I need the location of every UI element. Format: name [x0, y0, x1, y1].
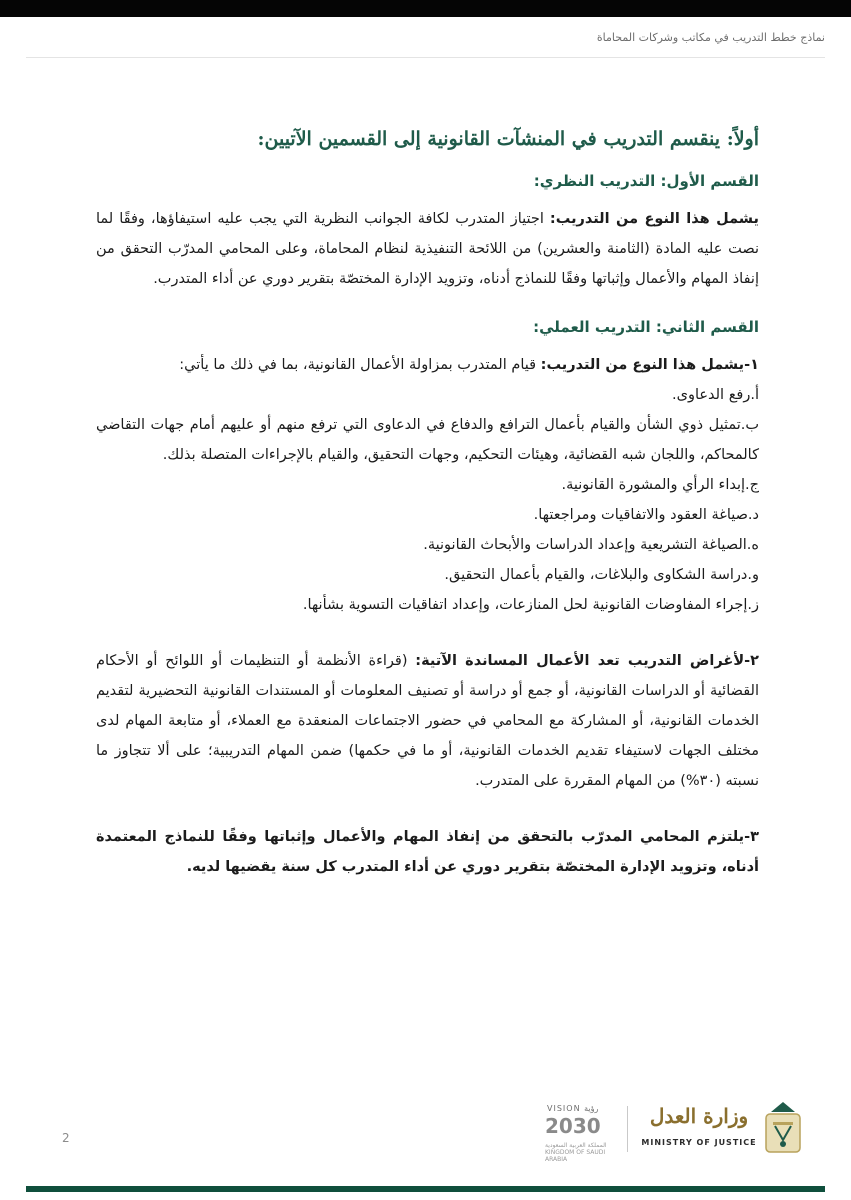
sub-item-a: أ.رفع الدعاوى. — [672, 387, 759, 403]
document-body — [96, 128, 759, 882]
vision-year: 2030 — [545, 1114, 601, 1138]
sub-item-z: ز.إجراء المفاوضات القانونية لحل المنازعات، وإعداد اتفاقيات التسوية بشأنها. — [302, 597, 759, 613]
section2-item2 — [96, 646, 759, 796]
main-heading: أولاً: ينقسم التدريب في المنشآت القانونية إلى القسمين الآتيين: — [257, 128, 759, 150]
page-header — [26, 23, 825, 58]
sub-item-h: ه.الصياغة التشريعية وإعداد الدراسات والأبحاث القانونية. — [423, 537, 759, 553]
section2-item2-text: (قراءة الأنظمة أو التنظيمات أو اللوائح أو الأحكام القضائية أو الدراسات القانونية، أو جمع أو دراسة أو تصنيف المعلومات أو المستندات القانونية التحضيرية لتقديم الخدمات القانونية، أو المشاركة مع المحامي في حضور الاجتماعات المنعقدة مع العملاء، أو متابعة المهام لدى مختلف الجهات لاستيفاء تقديم الخدمات القانونية، أو ما في حكمها) ضمن المهام التدريبية؛ على ألا تتجاوز ما نسبته (٣٠%) من المهام المقررة على المتدرب. — [96, 653, 759, 789]
logo-divider — [627, 1106, 628, 1152]
section1-lead: يشمل هذا النوع من التدريب: — [549, 211, 759, 227]
sub-item-w: و.دراسة الشكاوى والبلاغات، والقيام بأعمال التحقيق. — [444, 567, 759, 583]
section2-item1-text: قيام المتدرب بمزاولة الأعمال القانونية، بما في ذلك ما يأتي: — [179, 357, 541, 373]
section2-item1-lead: ١-يشمل هذا النوع من التدريب: — [540, 357, 759, 373]
sub-item-d: د.صياغة العقود والاتفاقيات ومراجعتها. — [533, 507, 759, 523]
ministry-emblem-icon — [763, 1100, 803, 1156]
sub-item-c: ج.إبداء الرأي والمشورة القانونية. — [561, 477, 759, 493]
vision-2030-logo — [545, 1104, 621, 1163]
section2-title: القسم الثاني: التدريب العملي: — [533, 318, 759, 336]
vision-label: VISION رؤية — [547, 1104, 599, 1113]
section2-item3: ٣-يلتزم المحامي المدرّب بالتحقق من إنفاذ المهام والأعمال وإثباتها وفقًا للنماذج المعتمدة أدناه، وتزويد الإدارة المختصّة بتقرير دوري عن أداء المتدرب كل سنة يقضيها لديه. — [96, 829, 759, 875]
top-black-bar — [0, 0, 851, 17]
section1-title: القسم الأول: التدريب النظري: — [533, 172, 759, 190]
ministry-name-english: MINISTRY OF JUSTICE — [641, 1138, 757, 1147]
section1-paragraph — [96, 204, 759, 294]
ministry-name-arabic: وزارة العدل — [649, 1104, 749, 1128]
vision-subtitle: المملكة العربية السعودية KINGDOM OF SAUDI ARABIA — [545, 1142, 607, 1163]
section2-item1 — [96, 350, 759, 380]
page-number: 2 — [62, 1131, 70, 1145]
footer-logos — [545, 1100, 805, 1163]
sub-item-b: ب.تمثيل ذوي الشأن والقيام بأعمال الترافع والدفاع في الدعاوى التي ترفع منهم أو عليهم أمام جهات التقاضي كالمحاكم، واللجان شبه القضائية، وهيئات التحكيم، وجهات التحقيق، والقيام بالإجراءات المتصلة بذلك. — [96, 417, 759, 463]
header-title: نماذج خطط التدريب في مكاتب وشركات المحاماة — [596, 31, 825, 44]
section2-item2-lead: ٢-لأغراض التدريب تعد الأعمال المساندة الآتية: — [415, 653, 759, 669]
section1-text: اجتياز المتدرب لكافة الجوانب النظرية التي يجب عليه استيفاؤها، وفقًا لما نصت عليه المادة (الثامنة والعشرين) من اللائحة التنفيذية لنظام المحاماة، وعلى المحامي المدرّب التحقق من إنفاذ المهام والأعمال وإثباتها وفقًا للنماذج أدناه، وتزويد الإدارة المختصّة بتقرير دوري عن أداء المتدرب. — [96, 211, 759, 287]
bottom-green-band — [26, 1186, 825, 1192]
